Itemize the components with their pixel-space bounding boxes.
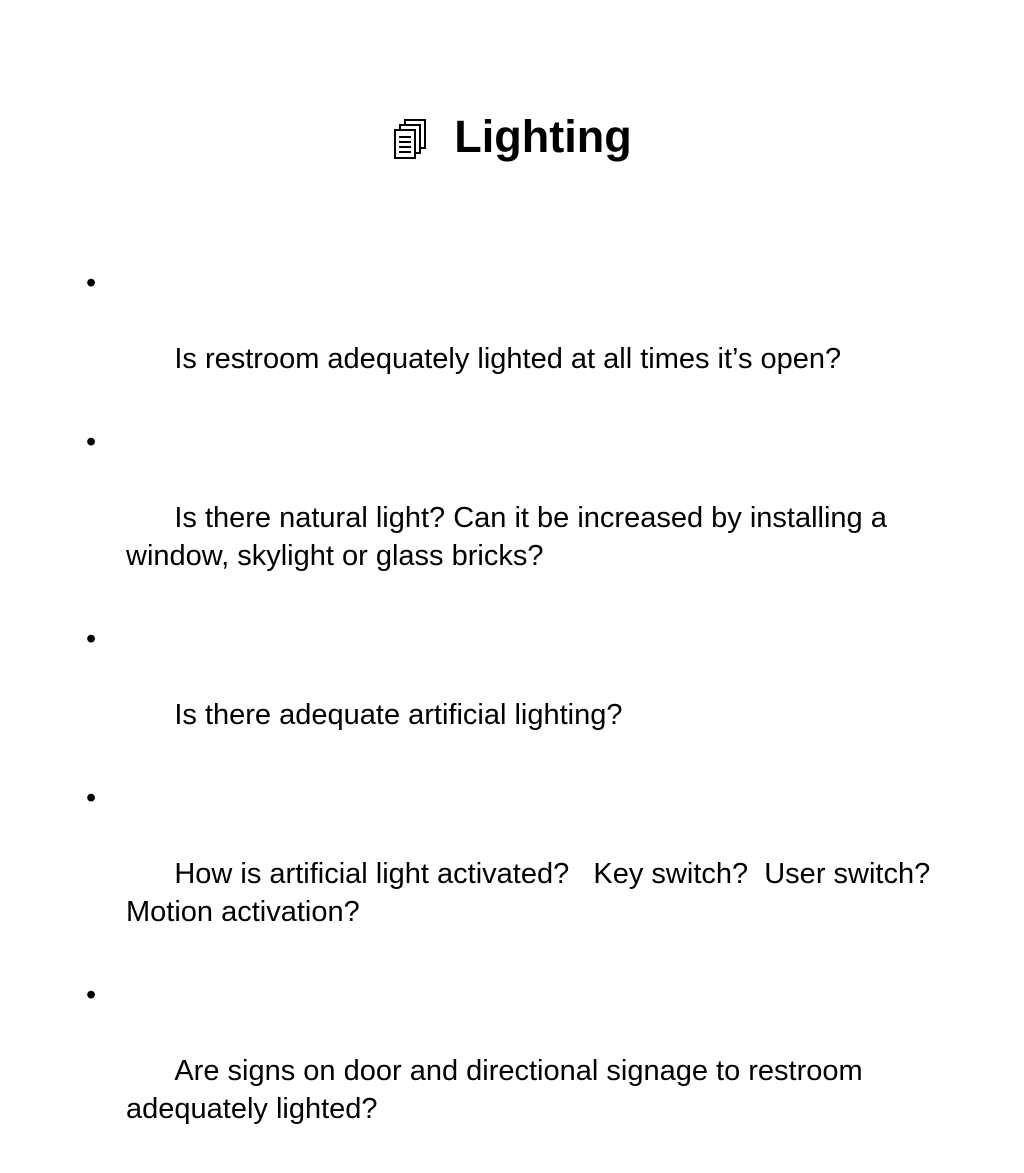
- document-stack-icon: [392, 118, 428, 162]
- list-item: [86, 264, 966, 416]
- bullet-text: Is restroom adequately lighted at all times it’s open?: [174, 343, 842, 375]
- list-item: [86, 779, 966, 969]
- bullet-mark: •: [86, 782, 97, 814]
- bullet-list: [86, 264, 966, 1173]
- slide-title: Lighting: [454, 110, 632, 162]
- bullet-mark: •: [86, 623, 97, 655]
- bullet-text: Are signs on door and directional signage to restroom adequately lighted?: [126, 1055, 871, 1125]
- bullet-mark: •: [86, 979, 97, 1011]
- bullet-text: How is artificial light activated? Key switch? User switch? Motion activation?: [126, 858, 947, 928]
- list-item: [86, 423, 966, 613]
- list-item: [86, 976, 966, 1166]
- bullet-text: Is there adequate artificial lighting?: [174, 699, 623, 731]
- bullet-mark: •: [86, 426, 97, 458]
- title-row: [0, 104, 1024, 168]
- bullet-mark: •: [86, 267, 97, 299]
- bullet-text: Is there natural light? Can it be increased by installing a window, skylight or glass bricks?: [126, 502, 895, 572]
- list-item: [86, 620, 966, 772]
